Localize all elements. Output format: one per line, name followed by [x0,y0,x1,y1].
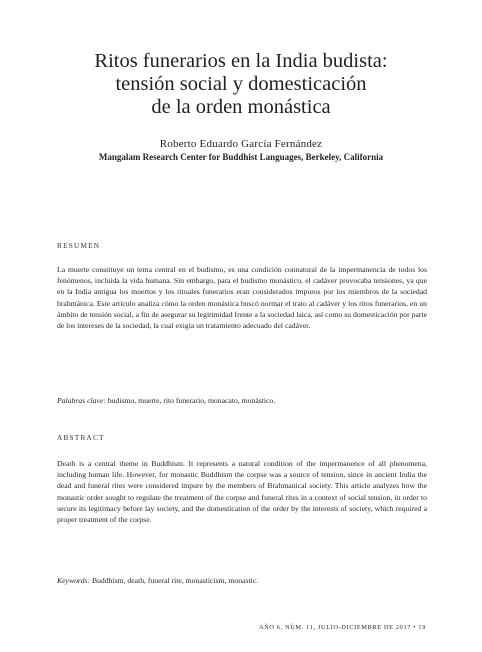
abstract-heading: ABSTRACT [57,433,105,442]
resumen-keywords-label: Palabras clave: [57,396,106,405]
author-name: Roberto Eduardo García Fernández [159,138,323,150]
title-line-2: tensión social y domesticación [115,73,367,95]
resumen-body: La muerte constituye un tema central en el budismo, es una condición connatural de la impermanencia de todos los fenómenos, incluida la vida humana. Sin embargo, para el budismo monástico, el cadáver provocaba tensiones, ya que en la India antigua los muertos y los rituales funerarios eran considerados impuros por los miembros de la sociedad brahmánica. Este artículo analiza cómo la orden monástica buscó normar el trato al cadáver y los ritos funerarios, en un ámbito de tensión social, a fin de asegurar su legitimidad frente a la sociedad laica, así como su domesticación por parte de los intereses de la sociedad, la cual exigía un tratamiento adecuado del cadáver. [57,265,427,331]
resumen-keywords-text: budismo, muerte, rito funerario, monacato, monástico. [107,396,276,405]
abstract-keywords-label: Keywords: [57,576,91,585]
title-line-3: de la orden monástica [151,96,331,118]
abstract-body: Death is a central theme in Buddhism. It represents a natural condition of the impermanence of all phenomena, including human life. However, for monastic Buddhism the corpse was a source of tension, since in ancient India the dead and funeral rites were considered impure by the members of Brahmanical society. This article analyzes how the monastic order sought to regulate the treatment of the corpse and funeral rites in a context of social tension, in order to secure its legitimacy before lay society, and the domestication of the order by the interests of society, which required a proper treatment of the corpse. [57,459,427,525]
resumen-heading: RESUMEN [57,241,101,250]
abstract-keywords-text: Buddhism, death, funeral rite, monasticism, monastic. [91,576,259,585]
article-title [40,50,442,119]
abstract-keywords [57,576,427,585]
page-footer: AÑO 6, NÚM. 11, JULIO-DICIEMBRE DE 2017 • 19 [259,624,426,631]
author-affiliation: Mangalam Research Center for Buddhist Languages, Berkeley, California [98,152,384,162]
resumen-keywords [57,396,427,405]
title-line-1: Ritos funerarios en la India budista: [94,50,388,72]
